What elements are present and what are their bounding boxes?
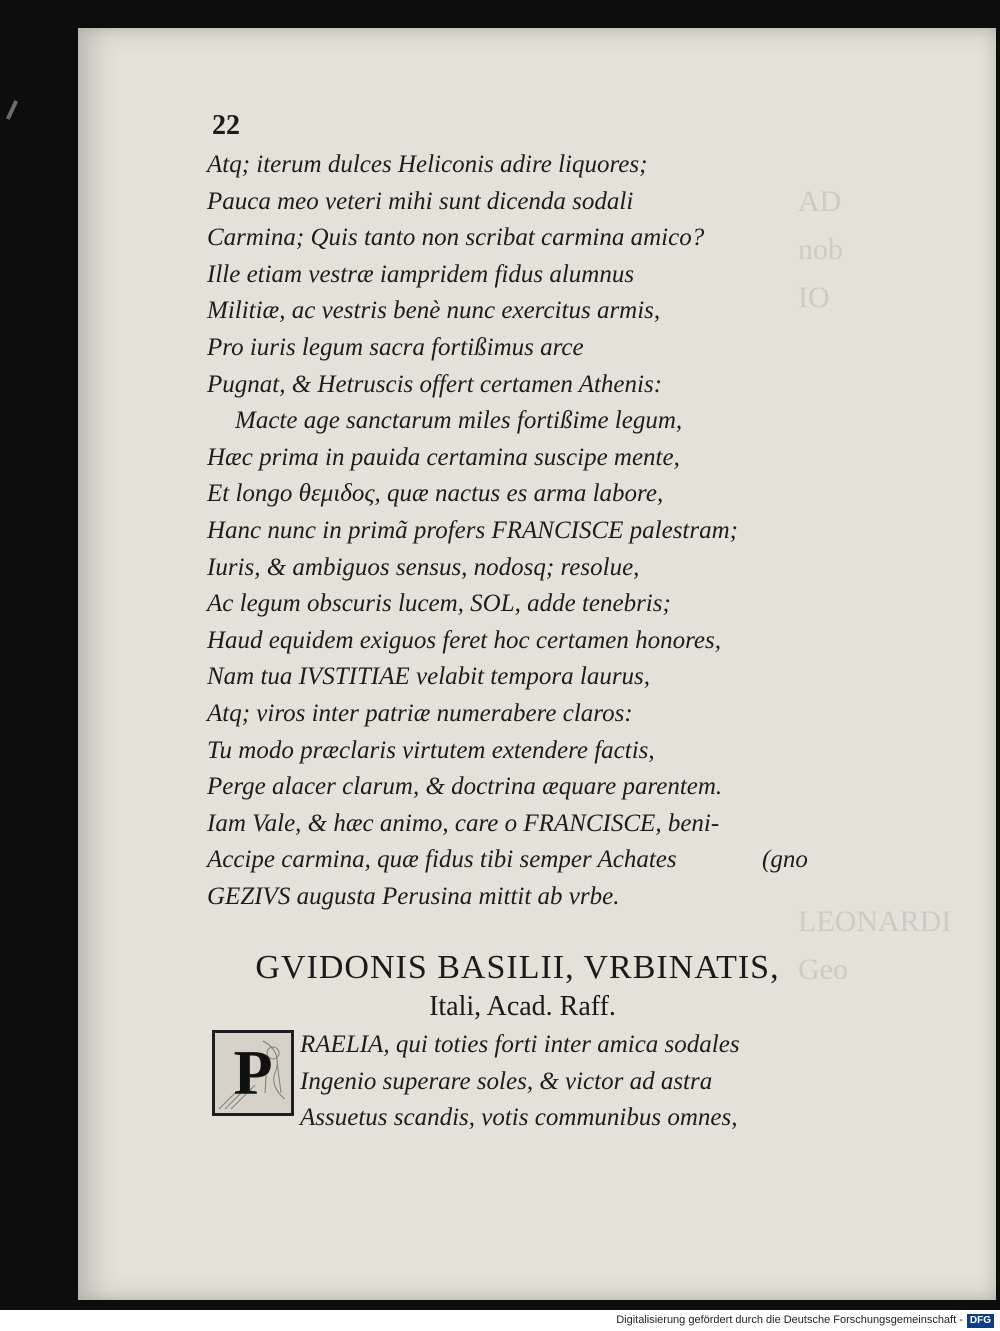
bleed-line xyxy=(798,418,996,466)
bleed-line xyxy=(798,562,996,610)
verse-line: Ac legum obscuris lucem, SOL, adde tenebris; xyxy=(207,590,671,618)
bleed-line: AD xyxy=(798,185,842,218)
verse-overflow-tail: (gno xyxy=(762,846,808,874)
bleed-line xyxy=(798,850,996,898)
bleed-through-text xyxy=(798,178,996,1078)
verse-line-text: Accipe carmina, quæ fidus tibi semper Achates xyxy=(207,846,677,874)
verse-line: Atq; iterum dulces Heliconis adire liquores; xyxy=(207,151,648,178)
poem-line: RAELIA, qui toties forti inter amica sodales xyxy=(300,1031,740,1058)
verse-line: Pauca meo veteri mihi sunt dicenda sodali xyxy=(207,187,634,215)
verse-line: Pugnat, & Hetruscis offert certamen Athenis: xyxy=(207,370,663,398)
verse-block xyxy=(207,147,827,915)
poem-line: Ingenio superare soles, & victor ad astra xyxy=(300,1067,713,1095)
verse-line: Haud equidem exiguos feret hoc certamen honores, xyxy=(207,626,721,654)
verse-line: Et longo θεμιδος, quæ nactus es arma labore, xyxy=(207,480,664,508)
bleed-line xyxy=(798,610,996,658)
verse-line: Hæc prima in pauida certamina suscipe mente, xyxy=(207,443,680,471)
dfg-logo-icon: DFG xyxy=(967,1314,994,1328)
verse-line: Pro iuris legum sacra fortißimus arce xyxy=(207,333,584,361)
bleed-line xyxy=(798,322,996,370)
heading-author: GVIDONIS BASILII, VRBINATIS, xyxy=(255,949,780,986)
verse-line: Ille etiam vestræ iampridem fidus alumnus xyxy=(207,260,635,288)
verse-line: Iuris, & ambiguos sensus, nodosq; resolue, xyxy=(207,553,640,581)
bleed-line xyxy=(798,754,996,802)
verse-line-with-tail xyxy=(207,842,827,879)
bleed-line xyxy=(798,370,996,418)
bleed-line xyxy=(798,802,996,850)
verse-line: Atq; viros inter patriæ numerabere claros: xyxy=(207,699,633,727)
verse-line: Carmina; Quis tanto non scribat carmina amico? xyxy=(207,224,705,252)
bleed-line: LEONARDI Geo xyxy=(798,905,952,986)
section-heading xyxy=(210,948,825,1026)
poem-line: Assuetus scandis, votis communibus omnes, xyxy=(300,1104,738,1132)
page-number: 22 xyxy=(212,110,240,141)
verse-line: Perge alacer clarum, & doctrina æquare parentem. xyxy=(207,773,723,801)
heading-subtitle: Itali, Acad. Raff. xyxy=(429,991,616,1022)
poem-opening xyxy=(300,1027,840,1137)
verse-line: Militiæ, ac vestris benè nunc exercitus armis, xyxy=(207,297,661,325)
verse-line: GEZIVS augusta Perusina mittit ab vrbe. xyxy=(207,882,620,910)
verse-line: Tu modo præclaris virtutem extendere factis, xyxy=(207,736,655,764)
decorated-initial xyxy=(212,1030,294,1116)
bleed-line xyxy=(798,706,996,754)
bleed-line: nob xyxy=(798,233,843,266)
verse-line: Nam tua IVSTITIAE velabit tempora laurus, xyxy=(207,663,651,691)
bleed-line xyxy=(798,658,996,706)
digitization-footer xyxy=(0,1310,1000,1331)
footer-credit: Digitalisierung gefördert durch die Deutsche Forschungsgemeinschaft - xyxy=(616,1314,963,1326)
bleed-line xyxy=(798,514,996,562)
verse-line: Macte age sanctarum miles fortißime legum, xyxy=(235,407,683,435)
verse-line: Iam Vale, & hæc animo, care o FRANCISCE, beni- xyxy=(207,809,720,837)
verse-line: Hanc nunc in primã profers FRANCISCE palestram; xyxy=(207,516,738,544)
bleed-line xyxy=(798,466,996,514)
initial-letter: P xyxy=(233,1037,273,1108)
bleed-line: IO xyxy=(798,281,830,314)
